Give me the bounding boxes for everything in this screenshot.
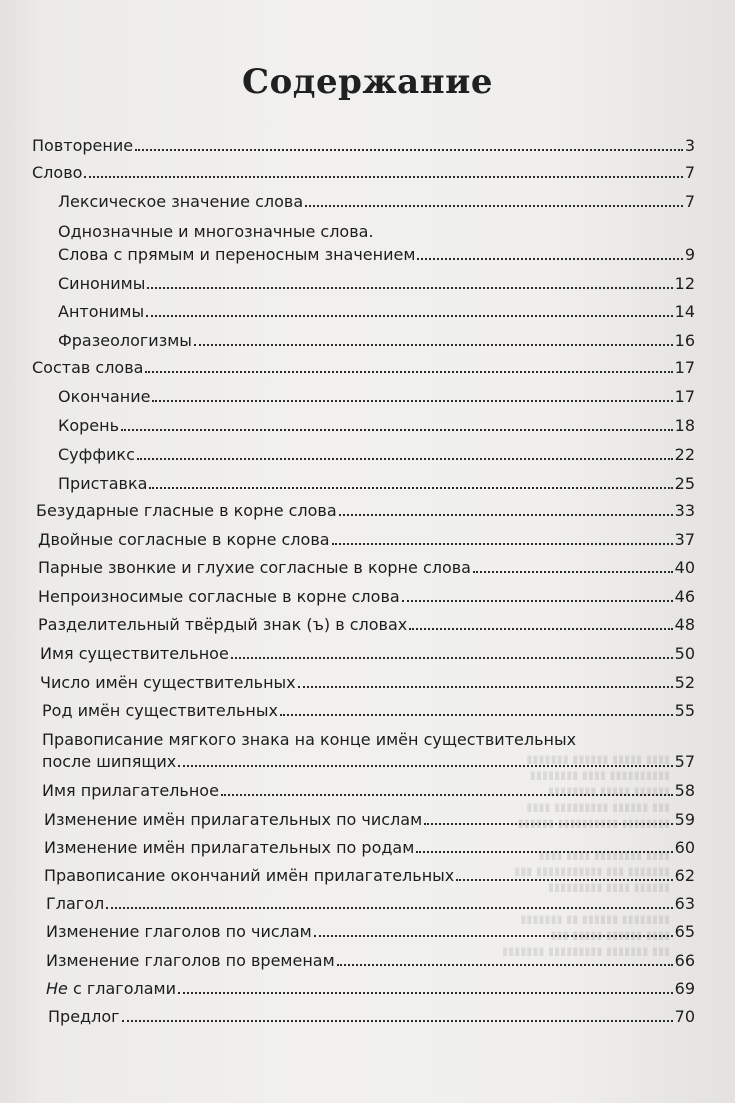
bleed-through-text: ▮▮▮ ▮▮▮▮▮▮▮ ▮▮▮▮▮▮▮▮▮ ▮▮▮▮▮▮▮ ▮▮▮▮ ▮▮▮▮▮▮ ▮▮▮▮▮ ▮▮▮ ▮▮▮▮▮▮▮▮ ▮▮▮▮▮▮ ▮▮ ▮▮▮▮▮▮▮ ▮▮▮▮▮▮ ▮▮▮▮ ▮▮▮▮▮▮▮▮▮ ▮▮▮▮▮▮▮ ▮▮▮ ▮▮▮▮▮▮▮▮▮▮▮ ▮▮▮ ▮▮▮▮ ▮▮▮▮▮▮▮▮ ▮▮▮▮ ▮▮▮▮ ▮▮▮▮▮▮▮▮ ▮▮▮▮▮▮▮▮▮▮ ▮▮▮▮▮▮ ▮▮▮ ▮▮▮▮▮▮ ▮▮▮▮▮▮▮▮▮ ▮▮▮▮ ▮▮▮▮▮▮ ▮▮▮▮▮ ▮▮▮▮▮▮▮▮ ▮▮▮▮▮▮▮▮▮▮ ▮▮▮▮ ▮▮▮▮▮▮▮▮ ▮▮▮▮ ▮▮▮▮▮ ▮▮▮▮▮▮ ▮▮▮▮▮▮▮	[502, 754, 670, 959]
leader-dots	[137, 457, 673, 460]
leader-dots	[221, 793, 673, 796]
toc-entry[interactable]	[42, 752, 695, 771]
toc-entry-title: Безударные гласные в корне слова	[36, 501, 337, 520]
toc-entry[interactable]	[58, 474, 695, 493]
toc-entry-title-rest: с глаголами	[67, 979, 176, 998]
toc-entry-page: 18	[674, 416, 695, 435]
leader-dots	[84, 175, 682, 178]
toc-entry-page: 69	[674, 979, 695, 998]
toc-entry-title-line1: Правописание мягкого знака на конце имён существительных	[42, 730, 577, 749]
toc-entry-title: Суффикс	[58, 445, 135, 464]
toc-entry-title: Двойные согласные в корне слова	[38, 530, 330, 549]
toc-entry-page: 58	[674, 781, 695, 800]
page-title: Содержание	[242, 62, 493, 102]
leader-dots	[135, 148, 683, 151]
leader-dots	[122, 1019, 673, 1022]
leader-dots	[473, 570, 673, 573]
toc-entry-page: 55	[674, 701, 695, 720]
toc-entry-page: 37	[674, 530, 695, 549]
toc-entry-page: 9	[684, 245, 695, 264]
leader-dots	[145, 370, 672, 373]
toc-entry[interactable]	[46, 922, 695, 941]
leader-dots	[194, 343, 673, 346]
toc-entry-page: 50	[674, 644, 695, 663]
toc-entry[interactable]	[44, 866, 695, 885]
leader-dots	[146, 314, 673, 317]
toc-entry-title: Корень	[58, 416, 120, 435]
leader-dots	[337, 963, 673, 966]
leader-dots	[178, 764, 672, 767]
toc-entry[interactable]	[58, 445, 695, 464]
toc-entry-page: 14	[674, 302, 695, 321]
toc-entry[interactable]	[42, 701, 695, 720]
toc-entry-title: после шипящих	[42, 752, 177, 771]
toc-entry-page: 48	[674, 615, 695, 634]
toc-entry-page: 52	[674, 673, 695, 692]
leader-dots	[280, 713, 673, 716]
toc-entry-title: Слова с прямым и переносным значением	[58, 245, 416, 264]
toc-entry-page: 17	[674, 358, 695, 377]
toc-entry[interactable]	[38, 587, 695, 606]
toc-entry-title: Изменение глаголов по временам	[46, 951, 335, 970]
toc-entry-title: Число имён существительных	[40, 673, 296, 692]
leader-dots	[416, 850, 672, 853]
toc-entry-title: Состав слова	[32, 358, 144, 377]
toc-entry-page: 16	[674, 331, 695, 350]
toc-entry-title: Изменение глаголов по числам	[46, 922, 312, 941]
leader-dots	[402, 599, 673, 602]
toc-entry-page: 59	[674, 810, 695, 829]
toc-entry-title: Изменение имён прилагательных по числам	[44, 810, 423, 829]
toc-entry-title: Синонимы	[58, 274, 146, 293]
leader-dots	[106, 906, 672, 909]
toc-entry-title: Антонимы	[58, 302, 145, 321]
leader-dots	[305, 204, 683, 207]
toc-entry[interactable]	[58, 416, 695, 435]
toc-entry[interactable]	[38, 530, 695, 549]
leader-dots	[409, 627, 672, 630]
toc-entry[interactable]	[58, 387, 695, 406]
leader-dots	[417, 257, 682, 260]
toc-entry-page: 40	[674, 558, 695, 577]
leader-dots	[332, 542, 673, 545]
toc-entry-title: Фразеологизмы	[58, 331, 192, 350]
toc-entry-page: 63	[674, 894, 695, 913]
toc-entry-page: 22	[674, 445, 695, 464]
toc-entry-title: Род имён существительных	[42, 701, 278, 720]
toc-entry[interactable]	[46, 894, 695, 913]
toc-entry-page: 17	[674, 387, 695, 406]
toc-entry-page: 66	[674, 951, 695, 970]
toc-entry[interactable]	[40, 644, 695, 663]
leader-dots	[231, 656, 673, 659]
leader-dots	[314, 934, 673, 937]
toc-entry-title-line1: Однозначные и многозначные слова.	[58, 222, 374, 241]
toc-entry[interactable]	[40, 673, 695, 692]
leader-dots	[121, 428, 673, 431]
toc-entry-page: 60	[674, 838, 695, 857]
toc-entry-title: Имя прилагательное	[42, 781, 219, 800]
toc-entry-page: 33	[674, 501, 695, 520]
toc-entry[interactable]	[46, 979, 695, 998]
toc-entry[interactable]	[48, 1007, 695, 1026]
toc-entry[interactable]	[44, 810, 695, 829]
toc-entry-title-italic: Не	[46, 979, 68, 998]
toc-entry-title	[46, 979, 176, 998]
toc-entry-page: 57	[674, 752, 695, 771]
leader-dots	[152, 399, 672, 402]
toc-entry-title: Окончание	[58, 387, 151, 406]
toc-entry-title: Имя существительное	[40, 644, 229, 663]
toc-entry-page: 12	[674, 274, 695, 293]
toc-entry[interactable]	[38, 558, 695, 577]
toc-entry-title: Слово	[32, 163, 83, 182]
toc-entry-page: 3	[684, 136, 695, 155]
toc-entry-title: Повторение	[32, 136, 134, 155]
leader-dots	[149, 486, 672, 489]
toc-entry-page: 7	[684, 163, 695, 182]
leader-dots	[178, 991, 673, 994]
leader-dots	[339, 513, 673, 516]
toc-entry-title: Глагол	[46, 894, 105, 913]
toc-entry-page: 65	[674, 922, 695, 941]
toc-entry[interactable]	[42, 781, 695, 800]
toc-entry[interactable]	[58, 302, 695, 321]
leader-dots	[424, 822, 672, 825]
toc-entry-title: Непроизносимые согласные в корне слова	[38, 587, 400, 606]
toc-entry-title: Приставка	[58, 474, 148, 493]
toc-entry[interactable]	[58, 192, 695, 211]
toc-entry-title: Лексическое значение слова	[58, 192, 304, 211]
toc-entry[interactable]	[32, 163, 695, 182]
toc-entry-title: Парные звонкие и глухие согласные в корне слова	[38, 558, 471, 577]
toc-entry[interactable]	[36, 501, 695, 520]
toc-entry-title: Изменение имён прилагательных по родам	[44, 838, 415, 857]
toc-entry-title: Правописание окончаний имён прилагательных	[44, 866, 455, 885]
toc-entry-page: 25	[674, 474, 695, 493]
leader-dots	[456, 878, 672, 881]
toc-entry[interactable]	[58, 245, 695, 264]
toc-entry-page: 46	[674, 587, 695, 606]
toc-entry[interactable]	[58, 274, 695, 293]
toc-entry-page: 7	[684, 192, 695, 211]
toc-entry-title: Предлог	[48, 1007, 120, 1026]
toc-entry[interactable]	[32, 358, 695, 377]
toc-entry[interactable]	[38, 615, 695, 634]
toc-entry[interactable]	[58, 331, 695, 350]
leader-dots	[147, 286, 672, 289]
toc-entry-page: 62	[674, 866, 695, 885]
toc-entry[interactable]	[32, 136, 695, 155]
toc-entry[interactable]	[44, 838, 695, 857]
toc-entry-title: Разделительный твёрдый знак (ъ) в словах	[38, 615, 408, 634]
leader-dots	[298, 685, 673, 688]
toc-entry-page: 70	[674, 1007, 695, 1026]
toc-entry[interactable]	[46, 951, 695, 970]
